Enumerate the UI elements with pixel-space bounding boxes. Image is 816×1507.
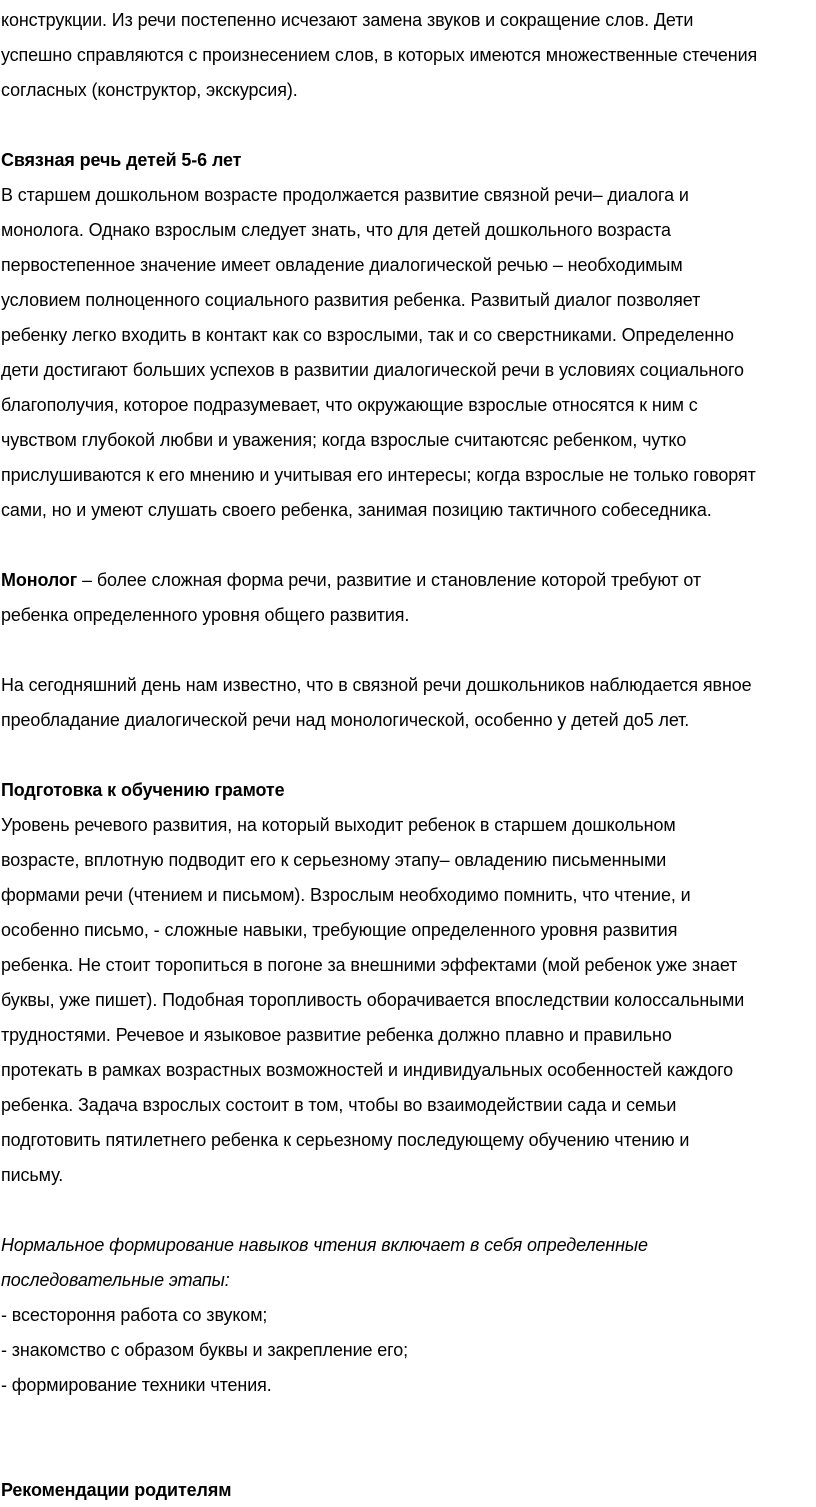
text-line: условием полноценного социального развития ребенка. Развитый диалог позволяет bbox=[1, 289, 701, 310]
paragraph-spacer bbox=[1, 737, 812, 772]
text-line: На сегодняшний день нам известно, что в связной речи дошкольников наблюдается явное bbox=[1, 674, 752, 695]
text-line: чувством глубокой любви и уважения; когда взрослые считаютсяс ребенком, чутко bbox=[1, 429, 687, 450]
text-line: трудностями. Речевое и языковое развитие ребенка должно плавно и правильно bbox=[1, 1024, 672, 1045]
text-line: конструкции. Из речи постепенно исчезают замена звуков и сокращение слов. Дети bbox=[1, 9, 694, 30]
text-line: преобладание диалогической речи над монологической, особенно у детей до5 лет. bbox=[1, 709, 690, 730]
text-line-italic: последовательные этапы: bbox=[1, 1269, 230, 1290]
list-item: - формирование техники чтения. bbox=[1, 1374, 272, 1395]
text-line: благополучия, которое подразумевает, что окружающие взрослые относятся к ним с bbox=[1, 394, 698, 415]
text-line: протекать в рамках возрастных возможностей и индивидуальных особенностей каждого bbox=[1, 1059, 734, 1080]
text-line: подготовить пятилетнего ребенка к серьезному последующему обучению чтению и bbox=[1, 1129, 690, 1150]
text-line: дети достигают больших успехов в развитии диалогической речи в условиях социального bbox=[1, 359, 744, 380]
lead-in-term-monologue: Монолог bbox=[1, 569, 78, 590]
text-line: особенно письмо, - сложные навыки, требующие определенного уровня развития bbox=[1, 919, 678, 940]
text-line: буквы, уже пишет). Подобная торопливость оборачивается впоследствии колоссальными bbox=[1, 989, 745, 1010]
text-line: согласных (конструктор, экскурсия). bbox=[1, 79, 298, 100]
text-line: В старшем дошкольном возрасте продолжается развитие связной речи– диалога и bbox=[1, 184, 689, 205]
text-line: успешно справляются с произнесением слов, в которых имеются множественные стечения bbox=[1, 44, 758, 65]
text-line-remainder: – более сложная форма речи, развитие и становление которой требуют от bbox=[77, 569, 701, 590]
text-line: первостепенное значение имеет овладение диалогической речью – необходимым bbox=[1, 254, 683, 275]
text-line: монолога. Однако взрослым следует знать, что для детей дошкольного возраста bbox=[1, 219, 671, 240]
text-line: формами речи (чтением и письмом). Взрослым необходимо помнить, что чтение, и bbox=[1, 884, 691, 905]
text-line-monologue bbox=[1, 562, 812, 597]
paragraph-spacer bbox=[1, 1437, 812, 1472]
text-line: сами, но и умеют слушать своего ребенка, занимая позицию тактичного собеседника. bbox=[1, 499, 712, 520]
section-heading-connected-speech: Связная речь детей 5-6 лет bbox=[1, 149, 242, 170]
list-item: - всестороння работа со звуком; bbox=[1, 1304, 268, 1325]
paragraph-spacer bbox=[1, 107, 812, 142]
section-heading-parent-recommendations: Рекомендации родителям bbox=[1, 1479, 232, 1500]
paragraph-spacer bbox=[1, 1402, 812, 1437]
text-line: ребенку легко входить в контакт как со взрослыми, так и со сверстниками. Определенно bbox=[1, 324, 734, 345]
text-line: прислушиваются к его мнению и учитывая его интересы; когда взрослые не только говорят bbox=[1, 464, 756, 485]
text-line: возрасте, вплотную подводит его к серьезному этапу– овладению письменными bbox=[1, 849, 667, 870]
text-line: Уровень речевого развития, на который выходит ребенок в старшем дошкольном bbox=[1, 814, 676, 835]
text-line: письму. bbox=[1, 1164, 64, 1185]
text-line: ребенка. Не стоит торопиться в погоне за внешними эффектами (мой ребенок уже знает bbox=[1, 954, 738, 975]
text-line-italic: Нормальное формирование навыков чтения включает в себя определенные bbox=[1, 1234, 648, 1255]
section-heading-literacy-preparation: Подготовка к обучению грамоте bbox=[1, 779, 285, 800]
text-line: ребенка. Задача взрослых состоит в том, чтобы во взаимодействии сада и семьи bbox=[1, 1094, 677, 1115]
list-item: - знакомство с образом буквы и закрепление его; bbox=[1, 1339, 408, 1360]
document-text-body bbox=[1, 2, 812, 1507]
text-line: ребенка определенного уровня общего развития. bbox=[1, 604, 410, 625]
paragraph-spacer bbox=[1, 527, 812, 562]
paragraph-spacer bbox=[1, 632, 812, 667]
paragraph-spacer bbox=[1, 1192, 812, 1227]
